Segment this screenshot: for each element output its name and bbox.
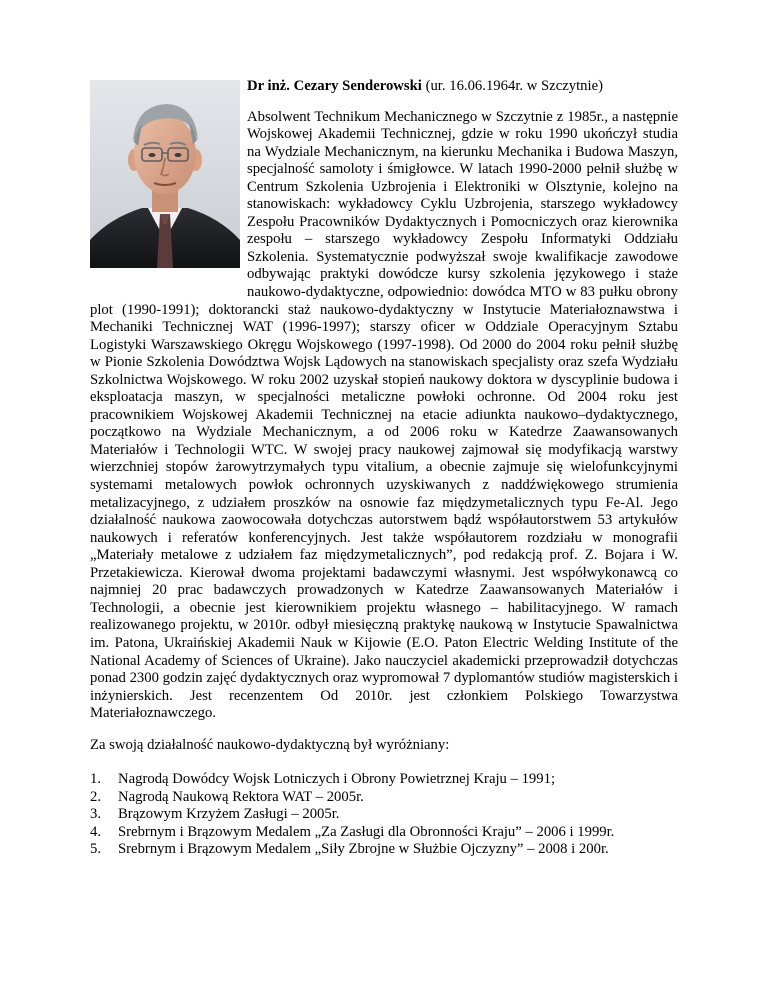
list-item-text: Nagrodą Naukową Rektora WAT – 2005r. xyxy=(118,788,364,805)
list-item-text: Srebrnym i Brązowym Medalem „Za Zasługi dla Obronności Kraju” – 2006 i 1999r. xyxy=(118,823,615,840)
list-item xyxy=(90,841,678,859)
list-item xyxy=(90,806,678,824)
list-item-text: Nagrodą Dowódcy Wojsk Lotniczych i Obrony Powietrznej Kraju – 1991; xyxy=(118,771,556,788)
biography-paragraph xyxy=(90,109,678,723)
list-item-number: 1. xyxy=(90,771,102,788)
awards-list xyxy=(90,771,678,859)
biography-text: Absolwent Technikum Mechanicznego w Szczytnie z 1985r., a następnie Wojskowej Akademii Technicznej, gdzie w roku 1990 ukończył studia na Wydziale Mechanicznym, na kierunku Mechanika i Budowa Maszyn, specjalność samoloty i śmigłowce. W latach 1990-2000 pełnił służbę w Centrum Szkolenia Uzbrojenia i Elektroniki w Olsztynie, kolejno na stanowiskach: wykładowcy Cyklu Uzbrojenia, starszego wykładowcy Zespołu Pracowników Dydaktycznych i Pomocniczych oraz kierownika zespołu – starszego wykładowcy Zespołu Informatyki Oddziału Szkolenia. Systematycznie podwyższał swoje kwalifikacje zawodowe odbywając praktyki dowódcze kursy szkolenia językowego i staże naukowo-dydaktyczne, odpowiednio: dowódca MTO w 83 pułku obrony plot (1990-1991); doktorancki staż naukowo-dydaktyczny w Instytucie Materiałoznawstwa i Mechaniki Technicznej WAT (1996-1997); starszy oficer w Oddziale Operacyjnym Sztabu Logistyki Warszawskiego Okręgu Wojskowego (1997-1998). Od 2000 do 2004 roku pełnił służbę w Pionie Szkolenia Dowództwa Wojsk Lądowych na stanowiskach specjalisty oraz szefa Wydziału Szkolnictwa Wojskowego. W roku 2002 uzyskał stopień naukowy doktora w dyscyplinie budowa i eksploatacja maszyn, w specjalności metaliczne powłoki ochronne. Od 2004 roku jest pracownikiem Wojskowej Akademii Technicznej na etacie adiunkta naukowo–dydaktycznego, początkowo na Wydziale Mechanicznym, a od 2006 roku w Katedrze Zaawansowanych Materiałów i Technologii WTC. W swojej pracy naukowej zajmował się modyfikacją warstwy wierzchniej stopów żarowytrzymałych typu vitalium, a obecnie zajmuje się wielofunkcyjnymi systemami metalowych powłok ochronnych uzyskiwanych z naddźwiękowego strumienia metalizacyjnego, z udziałem proszków na osnowie faz międzymetalicznych typu Fe-Al. Jego działalność naukowa zaowocowała dotychczas autorstwem bądź współautorstwem 53 artykułów naukowych i referatów konferencyjnych. Jest także współautorem rozdziału w monografii „Materiały metalowe z udziałem faz międzymetalicznych”, pod redakcją prof. Z. Bojara i W. Przetakiewicza. Kierował dwoma projektami badawczymi własnymi. Jest współwykonawcą co najmniej 20 prac badawczych prowadzonych w Katedrze Zaawansowanych Materiałów i Technologii, a obecnie jest kierownikiem projektu własnego – habilitacyjnego. W ramach realizowanego projektu, w 2010r. odbył miesięczną praktykę naukową w Instytucie Spawalnictwa im. Patona, Ukraińskiej Akademii Nauk w Kijowie (E.O. Paton Electric Welding Institute of the National Academy of Sciences of Ukraine). Jako nauczyciel akademicki przeprowadził dotychczas ponad 2300 godzin zajęć dydaktycznych oraz wypromował 7 dyplomantów studiów magisterskich i inżynierskich. Jest recenzentem Od 2010r. jest członkiem Polskiego Towarzystwa Materiałoznawczego. xyxy=(90,108,678,722)
list-item-number: 3. xyxy=(90,806,102,823)
birth-info: (ur. 16.06.1964r. w Szczytnie) xyxy=(421,78,604,94)
photo-wrap-spacer xyxy=(90,108,247,300)
list-item-number: 4. xyxy=(90,823,102,840)
list-item-text: Brązowym Krzyżem Zasługi – 2005r. xyxy=(118,806,340,823)
biography-text-block xyxy=(90,78,678,859)
list-item-number: 5. xyxy=(90,841,102,858)
person-name: Dr inż. Cezary Senderowski xyxy=(247,78,422,94)
list-item xyxy=(90,789,678,807)
bio-heading xyxy=(90,78,678,96)
list-item-text: Srebrnym i Brązowym Medalem „Siły Zbrojne w Służbie Ojczyzny” – 2008 i 200r. xyxy=(118,841,609,858)
list-item xyxy=(90,824,678,842)
list-item-number: 2. xyxy=(90,788,102,805)
list-item xyxy=(90,771,678,789)
awards-intro: Za swoją działalność naukowo-dydaktyczną był wyróżniany: xyxy=(90,736,450,753)
